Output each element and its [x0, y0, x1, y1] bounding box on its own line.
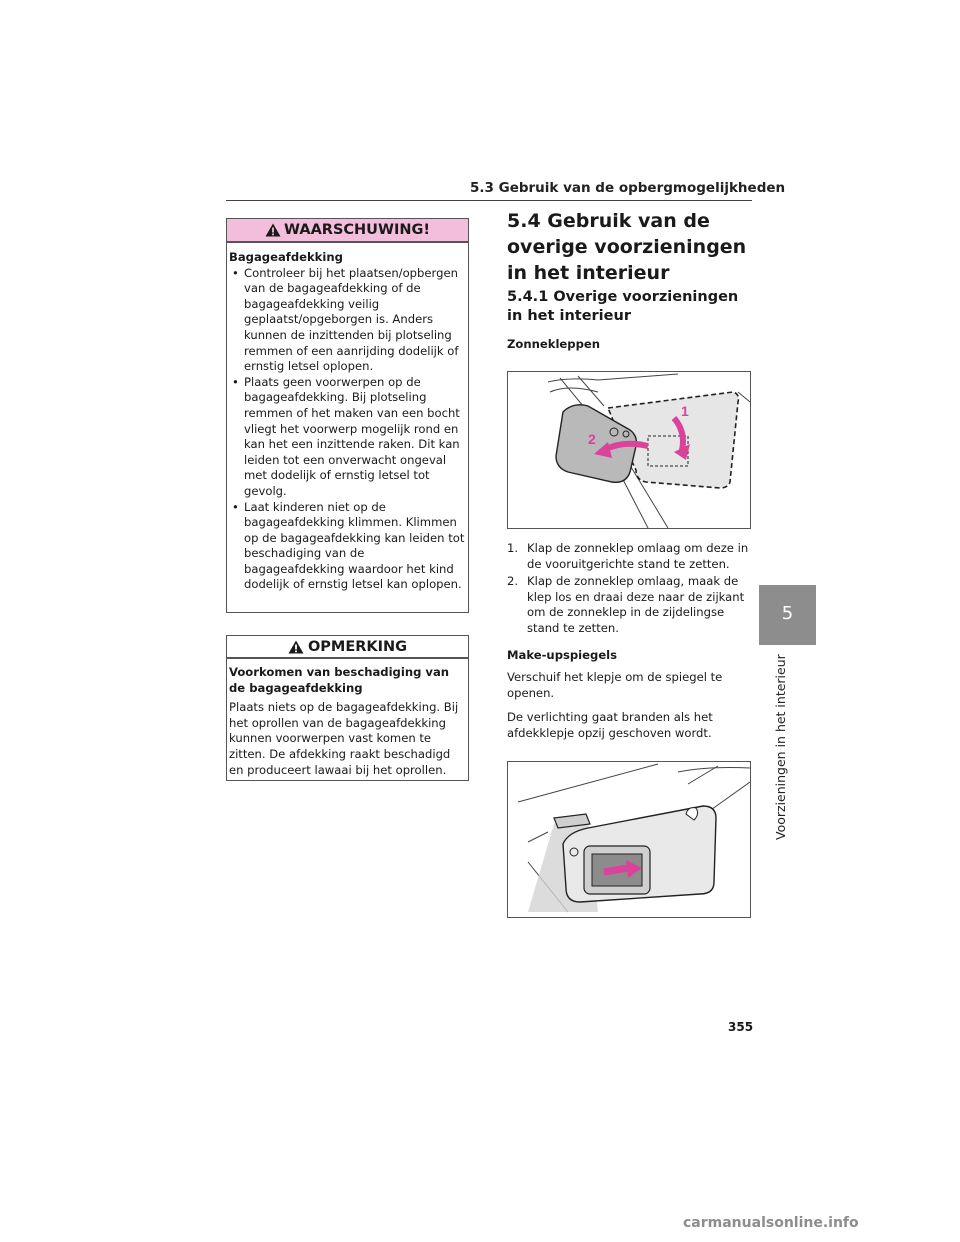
- warning-body: [229, 250, 467, 593]
- sun-visor-drawing: [508, 372, 750, 528]
- warning-heading: WAARSCHUWING!: [284, 222, 430, 238]
- warning-item: • Plaats geen voorwerpen op de bagageafdekking. Bij plotseling remmen of het maken van een bocht vliegt het voorwerp mogelijk rond en kan het een inzittende raken. Dit kan leiden tot een onverwacht ongeval met dodelijk of ernstig letsel tot gevolg.: [229, 375, 467, 500]
- warning-triangle-icon: [265, 223, 281, 237]
- sun-visor-illustration: [507, 371, 751, 529]
- chapter-side-label-text: Voorzieningen in het interieur: [773, 654, 788, 840]
- warning-box: [226, 218, 469, 613]
- note-box: [226, 635, 469, 781]
- chapter-title: 5.4 Gebruik van de overige voorzieningen in het interieur: [507, 210, 747, 284]
- section-title: 5.4.1 Overige voorzieningen in het interieur: [507, 289, 739, 324]
- step-item: [507, 574, 752, 636]
- watermark: carmanualsonline.info: [683, 1215, 859, 1231]
- note-heading: OPMERKING: [307, 638, 408, 655]
- caution-triangle-icon: [288, 640, 304, 654]
- step-item: [507, 541, 752, 572]
- note-text: Plaats niets op de bagageafdekking. Bij het oprollen van de bagageafdekking kunnen voorwerpen vast komen te zitten. De afdekking raakt beschadigd en produceert lawaai bij het oprollen.: [229, 700, 459, 777]
- callout-1: 1: [681, 403, 689, 419]
- vanity-mirror-drawing: [508, 762, 750, 917]
- step-number: 1.: [507, 541, 519, 555]
- header-divider: [226, 200, 752, 201]
- sun-visors-heading: Zonnekleppen: [507, 337, 601, 351]
- note-header: [227, 636, 468, 659]
- warning-item: • Controleer bij het plaatsen/opbergen van de bagageafdekking of de bagageafdekking veilig geplaatst/opgeborgen is. Anders kunnen de inzittenden bij plotseling remmen of een aanrijding dodelijk of ernstig letsel oplopen.: [229, 266, 467, 375]
- callout-2: 2: [588, 431, 596, 447]
- page-number: 355: [728, 1020, 754, 1034]
- note-title: Voorkomen van beschadiging van de bagageafdekking: [229, 665, 450, 695]
- chapter-tab: [759, 585, 816, 645]
- sun-visor-steps: [507, 541, 752, 639]
- warning-header: [227, 219, 468, 243]
- warning-title: Bagageafdekking: [229, 250, 343, 264]
- chapter-side-label: [773, 650, 793, 840]
- section-header: 5.3 Gebruik van de opbergmogelijkheden: [470, 180, 786, 196]
- step-number: 2.: [507, 574, 519, 589]
- vanity-mirrors-heading: Make-upspiegels: [507, 648, 618, 662]
- vanity-mirrors-paragraph: De verlichting gaat branden als het afdekklepje opzij geschoven wordt.: [507, 710, 713, 740]
- vanity-mirror-illustration: [507, 761, 751, 918]
- step-text: Klap de zonneklep omlaag, maak de klep los en draai deze naar de zijkant om de zonneklep in de zijdelingse stand te zetten.: [527, 574, 745, 635]
- step-text: Klap de zonneklep omlaag om deze in de vooruitgerichte stand te zetten.: [527, 541, 749, 571]
- warning-list: [229, 266, 467, 593]
- warning-item: • Laat kinderen niet op de bagageafdekking klimmen. Klimmen op de bagageafdekking kan leiden tot beschadiging van de bagageafdekking waardoor het kind dodelijk of ernstig letsel kan oplopen.: [229, 500, 467, 594]
- note-body: [229, 665, 468, 778]
- chapter-tab-number: 5: [781, 603, 794, 624]
- vanity-mirrors-paragraph: Verschuif het klepje om de spiegel te openen.: [507, 670, 723, 700]
